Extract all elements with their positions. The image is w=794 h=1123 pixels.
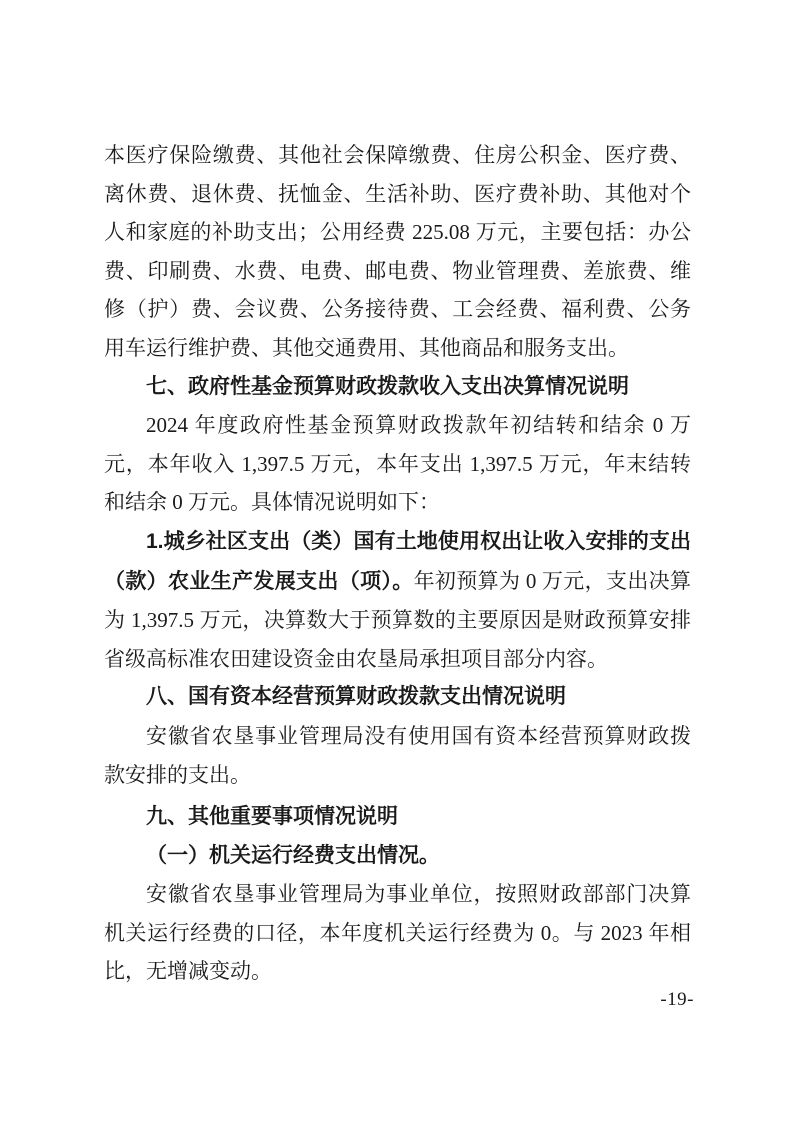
paragraph-section8-summary: 安徽省农垦事业管理局没有使用国有资本经营预算财政拨款安排的支出。 (104, 723, 691, 787)
document-content (104, 136, 691, 991)
paragraph-section7-item1 (104, 522, 691, 678)
section-heading-8-state-capital-budget: 八、国有资本经营预算财政拨款支出情况说明 (146, 685, 566, 709)
paragraph-section7-item1-body: 年初预算为 0 万元，支出决算为 1,397.5 万元，决算数大于预算数的主要原因是财政预算安排省级高标准农田建设资金由农垦局承担项目部分内容。 (104, 568, 692, 671)
section-heading-7-government-fund-budget: 七、政府性基金预算财政拨款收入支出决算情况说明 (146, 374, 629, 398)
paragraph-section7-item1-title: 1.城乡社区支出（类）国有土地使用权出让收入安排的支出（款）农业生产发展支出（项）。 (104, 529, 691, 593)
paragraph-continuation-expense-detail: 本医疗保险缴费、其他社会保障缴费、住房公积金、医疗费、离休费、退休费、抚恤金、生活补助、医疗费补助、其他对个人和家庭的补助支出；公用经费 225.08 万元，主要包括：办公费、印刷费、水费、电费、邮电费、物业管理费、差旅费、维修（护）费、会议费、公务接待费、工会经费、福利费、公务用车运行维护费、其他交通费用、其他商品和服务支出。 (104, 143, 691, 360)
page-number: -19- (660, 989, 694, 1010)
section-heading-9-other-important-matters: 九、其他重要事项情况说明 (146, 805, 398, 829)
paragraph-section9-summary: 安徽省农垦事业管理局为事业单位，按照财政部部门决算机关运行经费的口径，本年度机关运行经费为 0。与 2023 年相比，无增减变动。 (104, 882, 691, 984)
paragraph-section7-summary: 2024 年度政府性基金预算财政拨款年初结转和结余 0 万元，本年收入 1,397.5 万元，本年支出 1,397.5 万元，年末结转和结余 0 万元。具体情况说明如下： (104, 413, 691, 515)
subsection-heading-9-1-operating-expense: （一）机关运行经费支出情况。 (146, 843, 440, 867)
